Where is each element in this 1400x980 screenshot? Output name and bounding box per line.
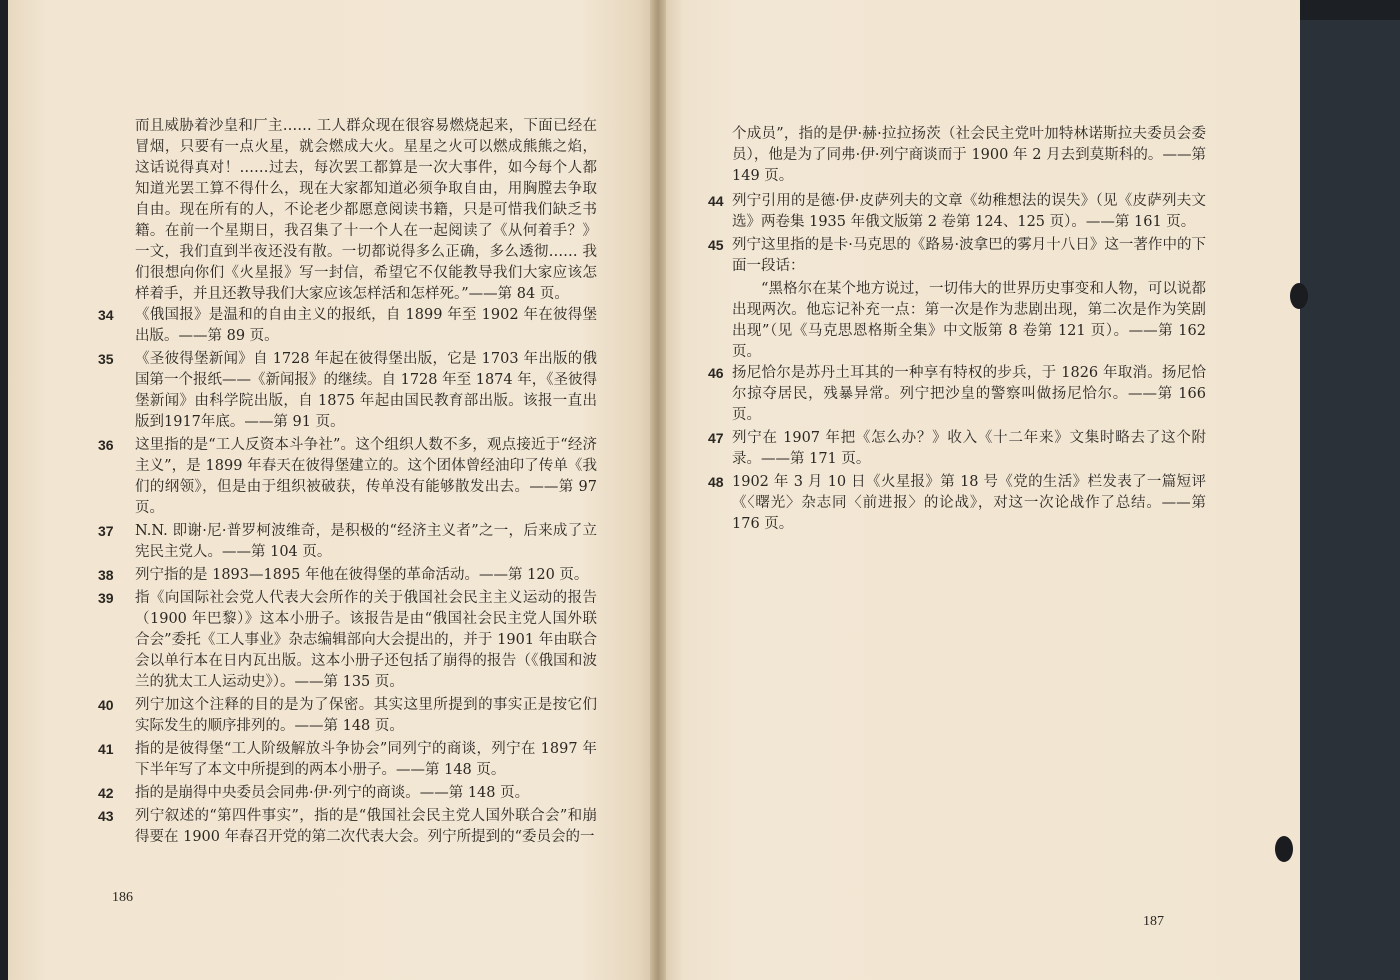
footnote-number: 48 (708, 474, 724, 490)
footnote-number: 46 (708, 365, 724, 381)
footnote (98, 806, 597, 848)
footnote-number: 47 (708, 430, 724, 446)
footnote-text: 列宁叙述的“第四件事实”，指的是“俄国社会民主党人国外联合会”和崩得要在 1900 年春召开党的第二次代表大会。列宁所提到的“委员会的一 (135, 808, 597, 845)
footnote-text: 指的是彼得堡“工人阶级解放斗争协会”同列宁的商谈，列宁在 1897 年下半年写了本文中所提到的两本小册子。——第 148 页。 (135, 741, 597, 778)
footnote-text: 列宁这里指的是卡·马克思的《路易·波拿巴的雾月十八日》这一著作中的下面一段话： (732, 237, 1206, 274)
footnote (98, 349, 597, 433)
footnote (708, 363, 1206, 426)
footnote-text: 列宁引用的是德·伊·皮萨列夫的文章《幼稚想法的误失》（见《皮萨列夫文选》两卷集 1935 年俄文版第 2 卷第 124、125 页）。——第 161 页。 (732, 193, 1206, 230)
footnote-number: 44 (708, 193, 724, 209)
footnote (98, 695, 597, 737)
footnote (708, 235, 1206, 277)
quotation: “黑格尔在某个地方说过，一切伟大的世界历史事变和人物，可以说都出现两次。他忘记补充一点：第一次是作为悲剧出现，第二次是作为笑剧出现”（见《马克思恩格斯全集》中文版第 8 卷第 121 页）。——第 162 页。 (732, 281, 1206, 360)
footnote-number: 35 (98, 351, 114, 367)
footnote (98, 305, 597, 347)
footnote (98, 435, 597, 519)
footnote (98, 521, 597, 563)
footnote-text: 列宁指的是 1893—1895 年他在彼得堡的革命活动。——第 120 页。 (135, 567, 589, 583)
right-page-text (708, 124, 1206, 537)
dark-background-board (1290, 20, 1400, 980)
footnote-text: 1902 年 3 月 10 日《火星报》第 18 号《党的生活》栏发表了一篇短评《〈曙光〉杂志同〈前进报〉的论战》，对这一次论战作了总结。——第 176 页。 (732, 474, 1206, 532)
footnote-text: 《俄国报》是温和的自由主义的报纸，自 1899 年至 1902 年在彼得堡出版。——第 89 页。 (135, 307, 597, 344)
page-number: 187 (1143, 914, 1164, 929)
footnote-number: 36 (98, 437, 114, 453)
footnote (708, 191, 1206, 233)
footnote (98, 783, 597, 804)
footnote (98, 739, 597, 781)
binding-hole (1290, 283, 1308, 309)
binding-hole (1275, 836, 1293, 862)
footnote-number: 42 (98, 785, 114, 801)
footnote-number: 34 (98, 307, 114, 323)
footnote-number: 38 (98, 567, 114, 583)
footnote-number: 43 (98, 808, 114, 824)
footnote-number: 45 (708, 237, 724, 253)
footnote-text: 列宁在 1907 年把《怎么办？》收入《十二年来》文集时略去了这个附录。——第 171 页。 (732, 430, 1206, 467)
intro-paragraph: 而且威胁着沙皇和厂主…… 工人群众现在很容易燃烧起来，下面已经在冒烟，只要有一点火星，就会燃成大火。星星之火可以燃成熊熊之焰，这话说得真对！……过去，每次罢工都算是一次大事件，如今每个人都知道光罢工算不得什么，现在大家都知道必须争取自由，用胸膛去争取自由。现在所有的人，不论老少都愿意阅读书籍，只是可惜我们缺乏书籍。在前一个星期日，我召集了十一个人在一起阅读了《从何着手？》一文，我们直到半夜还没有散。一切都说得多么正确，多么透彻…… 我们很想向你们《火星报》写一封信，希望它不仅能教导我们大家应该怎样着手，并且还教导我们大家应该怎样活和怎样死。”——第 84 页。 (135, 118, 597, 302)
footnote-text: 列宁加这个注释的目的是为了保密。其实这里所提到的事实正是按它们实际发生的顺序排列的。——第 148 页。 (135, 697, 597, 734)
footnote (98, 588, 597, 693)
page-number: 186 (112, 890, 133, 905)
footnote-text: 指的是崩得中央委员会同弗·伊·列宁的商谈。——第 148 页。 (135, 785, 530, 801)
footnote-number: 37 (98, 523, 114, 539)
footnote (708, 428, 1206, 470)
footnote-text: 扬尼恰尔是苏丹土耳其的一种享有特权的步兵，于 1826 年取消。扬尼恰尔掠夺居民，残暴异常。列宁把沙皇的警察叫做扬尼恰尔。——第 166 页。 (732, 365, 1206, 423)
footnote-text: 指《向国际社会党人代表大会所作的关于俄国社会民主主义运动的报告（1900 年巴黎）》这本小册子。该报告是由“俄国社会民主党人国外联合会”委托《工人事业》杂志编辑部向大会提出的，并于 1901 年由联合会以单行本在日内瓦出版。这本小册子还包括了崩得的报告（《俄国和波兰的犹太工人运动史》）。——第 135 页。 (135, 590, 597, 690)
footnote-number: 41 (98, 741, 114, 757)
footnote-text: N.N. 即谢·尼·普罗柯波维奇，是积极的“经济主义者”之一，后来成了立宪民主党人。——第 104 页。 (135, 523, 597, 560)
footnote-text: 《圣彼得堡新闻》自 1728 年起在彼得堡出版，它是 1703 年出版的俄国第一个报纸——《新闻报》的继续。自 1728 年至 1874 年，《圣彼得堡新闻》由科学院出版，自 1875 年起由国民教育部出版。该报一直出版到1917年底。——第 91 页。 (135, 351, 597, 430)
footnote-number: 39 (98, 590, 114, 606)
left-page-text (98, 116, 597, 850)
footnote (708, 472, 1206, 535)
footnote (98, 565, 597, 586)
book-gutter (650, 0, 666, 980)
continuation-paragraph: 个成员”，指的是伊·赫·拉拉扬茨（社会民主党叶加特林诺斯拉夫委员会委员），他是为了同弗·伊·列宁商谈而于 1900 年 2 月去到莫斯科的。——第 149 页。 (732, 126, 1206, 184)
footnote-text: 这里指的是“工人反资本斗争社”。这个组织人数不多，观点接近于“经济主义”，是 1899 年春天在彼得堡建立的。这个团体曾经油印了传单《我们的纲领》，但是由于组织被破获，传单没有能够散发出去。——第 97 页。 (135, 437, 597, 516)
footnote-number: 40 (98, 697, 114, 713)
